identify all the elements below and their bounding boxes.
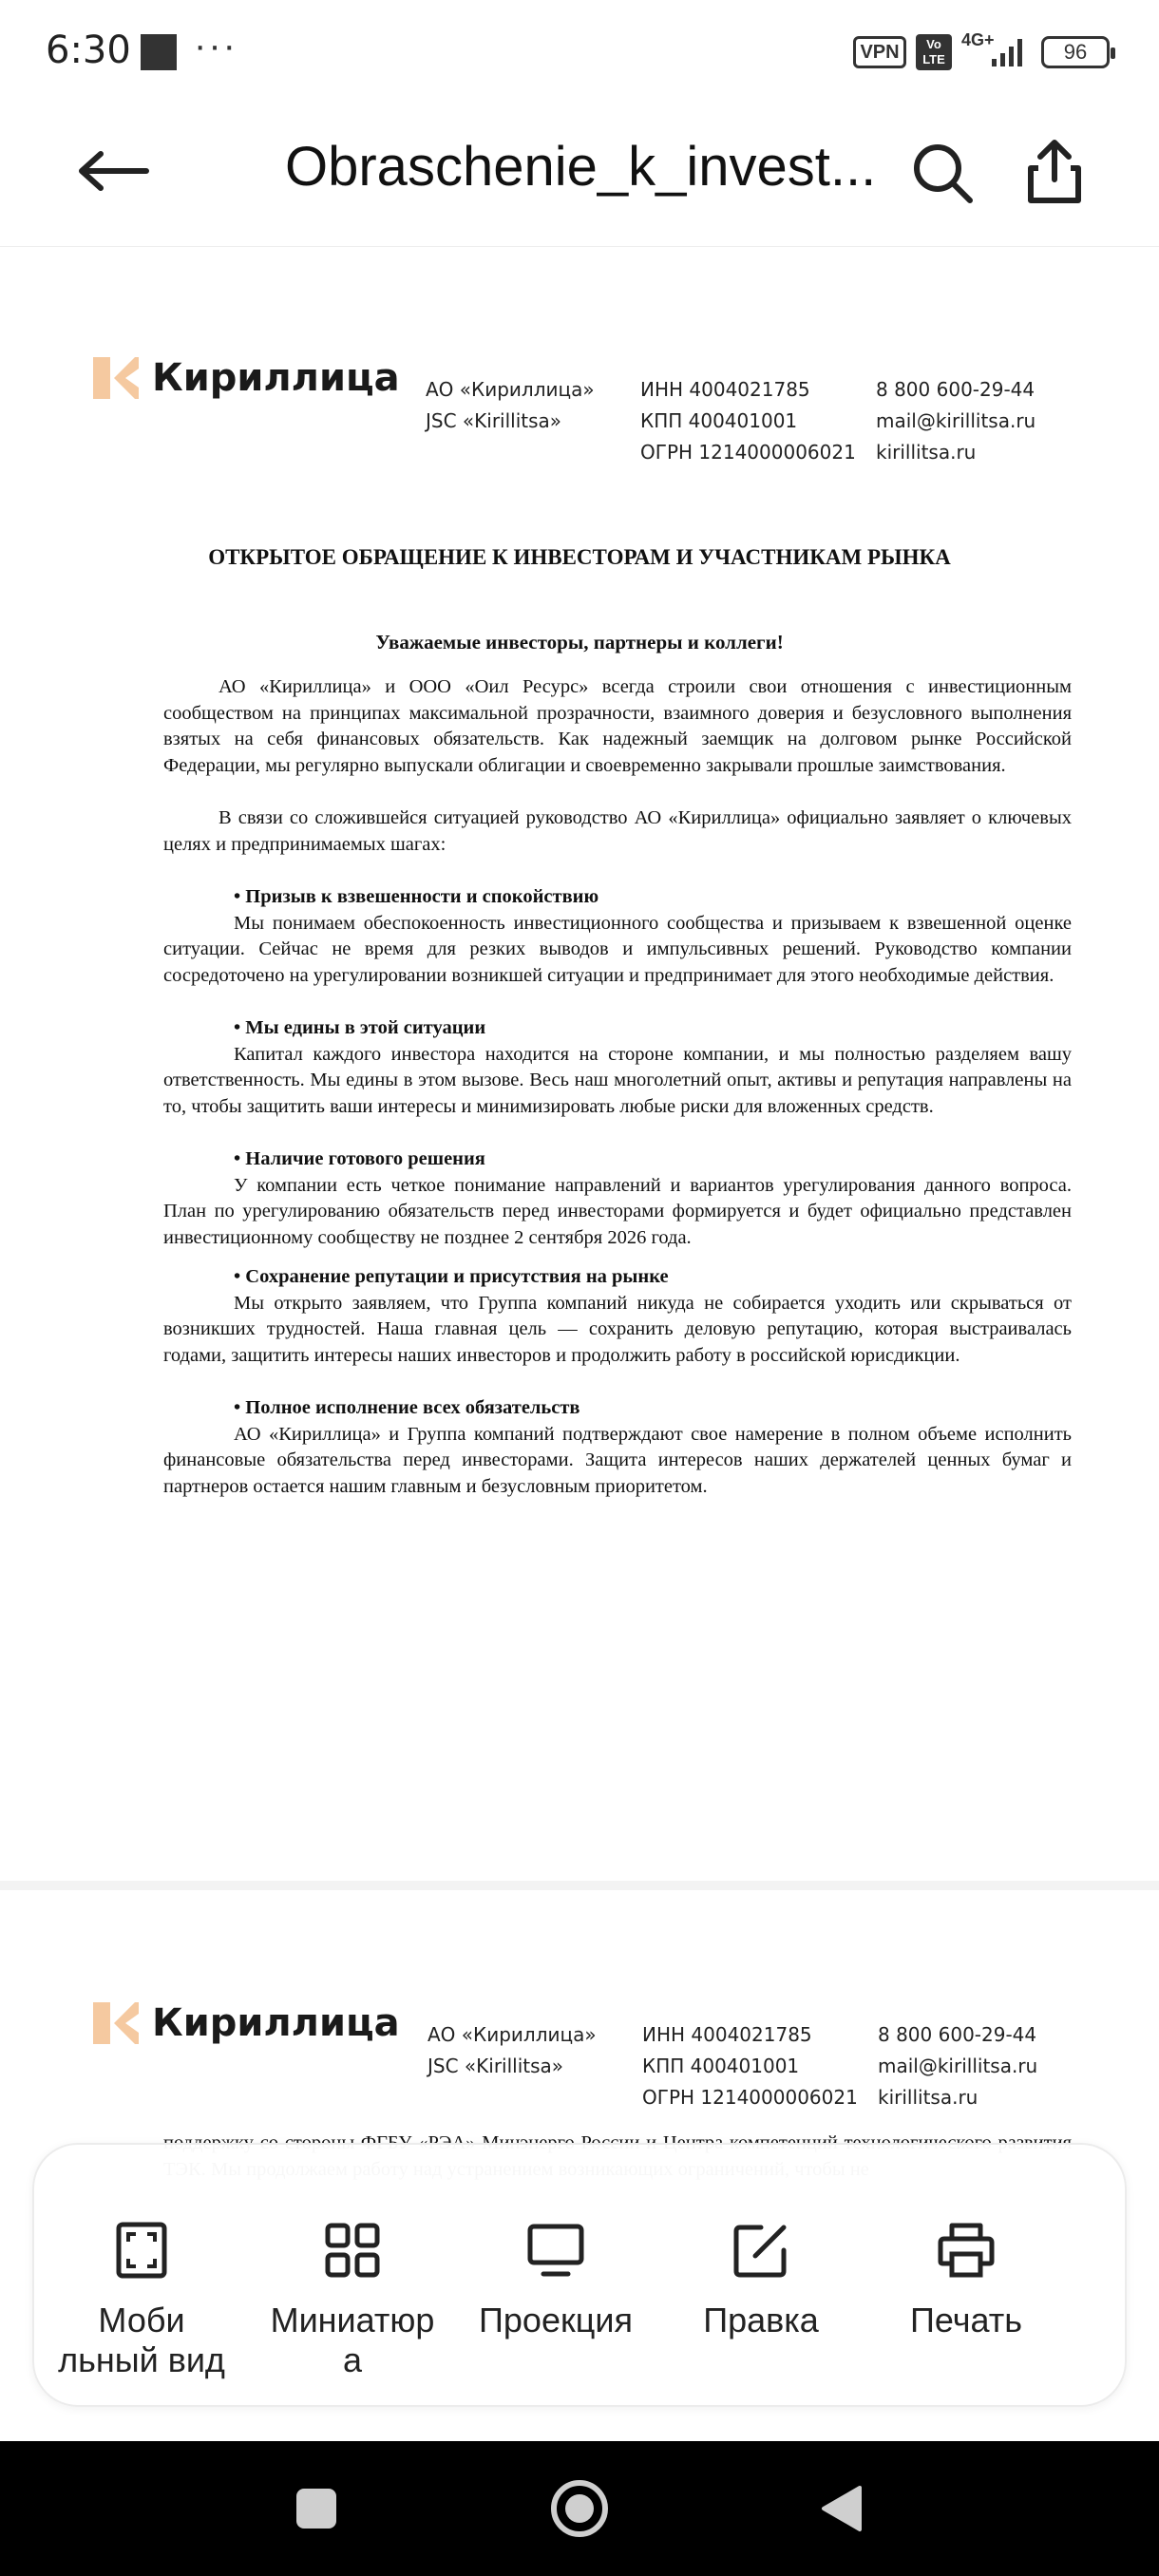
circle-icon — [549, 2478, 610, 2539]
volte-icon: Vo LTE — [916, 34, 952, 70]
thumbnail-button[interactable] — [253, 2217, 452, 2380]
tool-label: Моби льный вид — [58, 2301, 225, 2379]
company-name-ru: АО «Кириллица» — [428, 2023, 597, 2046]
point-text: АО «Кириллица» и Группа компаний подтверждают свое намерение в полном объеме исполнить финансовые обязательства перед инвесторами. Защита интересов наших держателей ценных бумаг и партнеров остается нашим главным и безусловным приоритетом. — [163, 1423, 1072, 1497]
point-title: • Мы едины в этой ситуации — [234, 1017, 486, 1038]
logo-text: Кириллица — [152, 356, 400, 400]
phone: 8 800 600-29-44 — [876, 378, 1036, 401]
company-logo — [93, 355, 400, 401]
status-bar — [0, 0, 1159, 104]
edit-button[interactable] — [661, 2217, 861, 2340]
battery-icon: 96 — [1041, 36, 1110, 68]
point-text: Капитал каждого инвестора находится на стороне компании, и мы полностью разделяем вашу ответственность. Мы едины в этом вызове. Весь наш многолетний опыт, активы и репутация направлены на то, чтобы защитить ваши интересы и минимизировать любые риски для вложенных средств. — [163, 1043, 1072, 1117]
back-button[interactable] — [76, 133, 152, 209]
vpn-icon: VPN — [853, 36, 906, 68]
status-time: 6:30 — [46, 28, 131, 72]
company-requisites — [640, 374, 856, 468]
print-button[interactable] — [866, 2217, 1066, 2340]
company-logo — [93, 2000, 400, 2046]
ogrn: ОГРН 1214000006021 — [642, 2086, 858, 2109]
document-heading: ОТКРЫТОЕ ОБРАЩЕНИЕ К ИНВЕСТОРАМ И УЧАСТНИКАМ РЫНКА — [208, 545, 951, 569]
statement-paragraph: В связи со сложившейся ситуацией руководство АО «Кириллица» официально заявляет о ключевых целях и предпринимаемых шагах: — [163, 807, 1072, 855]
recents-button[interactable] — [283, 2475, 350, 2542]
back-nav-button[interactable] — [808, 2475, 874, 2542]
grid-icon — [324, 2222, 381, 2279]
triangle-back-icon — [818, 2484, 864, 2533]
arrow-left-icon — [78, 150, 150, 192]
intro-paragraph: АО «Кириллица» и ООО «Оил Ресурс» всегда строили свои отношения с инвестиционным сообществом на принципах максимальной прозрачности, взаимного доверия и безусловного выполнения взятых на себя финансовых обязательств. Как надежный заемщик на долговом рынке Российской Федерации, мы регулярно выпускали облигации и своевременно закрывали прошлые заимствования. — [163, 676, 1072, 776]
search-icon — [911, 142, 974, 204]
search-button[interactable] — [902, 133, 982, 213]
company-name-en: JSC «Kirillitsa» — [426, 409, 562, 432]
printer-icon — [937, 2222, 996, 2279]
phone: 8 800 600-29-44 — [878, 2023, 1037, 2046]
logo-text: Кириллица — [152, 2001, 400, 2045]
app-bar — [0, 104, 1159, 247]
company-names — [428, 2019, 597, 2082]
tool-label: Печать — [910, 2301, 1022, 2339]
inn: ИНН 4004021785 — [640, 378, 810, 401]
share-button[interactable] — [1015, 131, 1094, 211]
inn: ИНН 4004021785 — [642, 2023, 812, 2046]
point-title: • Полное исполнение всех обязательств — [234, 1397, 580, 1418]
company-name-en: JSC «Kirillitsa» — [428, 2055, 564, 2077]
network-type: 4G+ — [961, 30, 995, 49]
point-title: • Наличие готового решения — [234, 1148, 485, 1169]
mobile-view-button[interactable] — [42, 2217, 241, 2380]
document-page — [0, 247, 1159, 1881]
edit-icon — [732, 2222, 789, 2279]
kpp: КПП 400401001 — [642, 2055, 800, 2077]
document-greeting: Уважаемые инвесторы, партнеры и коллеги! — [375, 631, 784, 653]
tool-label: Миниатюр а — [270, 2301, 435, 2379]
monitor-icon — [526, 2223, 585, 2278]
point-text: Мы понимаем обеспокоенность инвестиционного сообщества и призываем к взвешенной оценке ситуации. Сейчас не время для резких выводов и импульсивных решений. Руководство компании сосредоточено на урегулировании возникшей ситуации и предпринимает для этого необходимые действия. — [163, 912, 1072, 986]
point-text: Мы открыто заявляем, что Группа компаний никуда не собирается уходить или скрываться от возникших трудностей. Наша главная цель — сохранить деловую репутацию, которая выстраивалась годами, защитить интересы наших инвесторов и продолжить работу в российской юрисдикции. — [163, 1292, 1072, 1366]
share-icon — [1025, 138, 1084, 204]
logo-mark-icon — [93, 355, 139, 401]
email: mail@kirillitsa.ru — [878, 2055, 1038, 2077]
document-viewer[interactable] — [0, 247, 1159, 2441]
email: mail@kirillitsa.ru — [876, 409, 1036, 432]
navigation-bar — [0, 2441, 1159, 2576]
company-contacts — [878, 2019, 1037, 2113]
ogrn: ОГРН 1214000006021 — [640, 441, 856, 464]
more-notifications-icon: ··· — [194, 25, 238, 66]
signal-icon — [990, 36, 1028, 68]
tool-label: Правка — [703, 2301, 819, 2339]
company-name-ru: АО «Кириллица» — [426, 378, 595, 401]
home-button[interactable] — [546, 2475, 613, 2542]
notification-icon — [141, 34, 177, 70]
fullscreen-icon — [115, 2221, 168, 2280]
tool-label: Проекция — [479, 2301, 633, 2339]
square-icon — [294, 2487, 338, 2530]
website: kirillitsa.ru — [878, 2086, 978, 2109]
document-title: Obraschenie_k_invest... — [285, 136, 877, 198]
website: kirillitsa.ru — [876, 441, 977, 464]
point-text: У компании есть четкое понимание направлений и вариантов урегулирования данного вопроса. План по урегулированию обязательств перед инвесторами формируется и будет официально представлен инвестиционному сообществу не позднее 2 сентября 2026 года. — [163, 1174, 1072, 1248]
company-requisites — [642, 2019, 858, 2113]
point-title: • Призыв к взвешенности и спокойствию — [234, 886, 599, 907]
point-title: • Сохранение репутации и присутствия на рынке — [234, 1266, 669, 1287]
company-names — [426, 374, 595, 437]
bottom-toolbar — [32, 2143, 1127, 2407]
projection-button[interactable] — [456, 2217, 656, 2340]
document-body — [163, 674, 1072, 1500]
company-contacts — [876, 374, 1036, 468]
logo-mark-icon — [93, 2000, 139, 2046]
kpp: КПП 400401001 — [640, 409, 798, 432]
